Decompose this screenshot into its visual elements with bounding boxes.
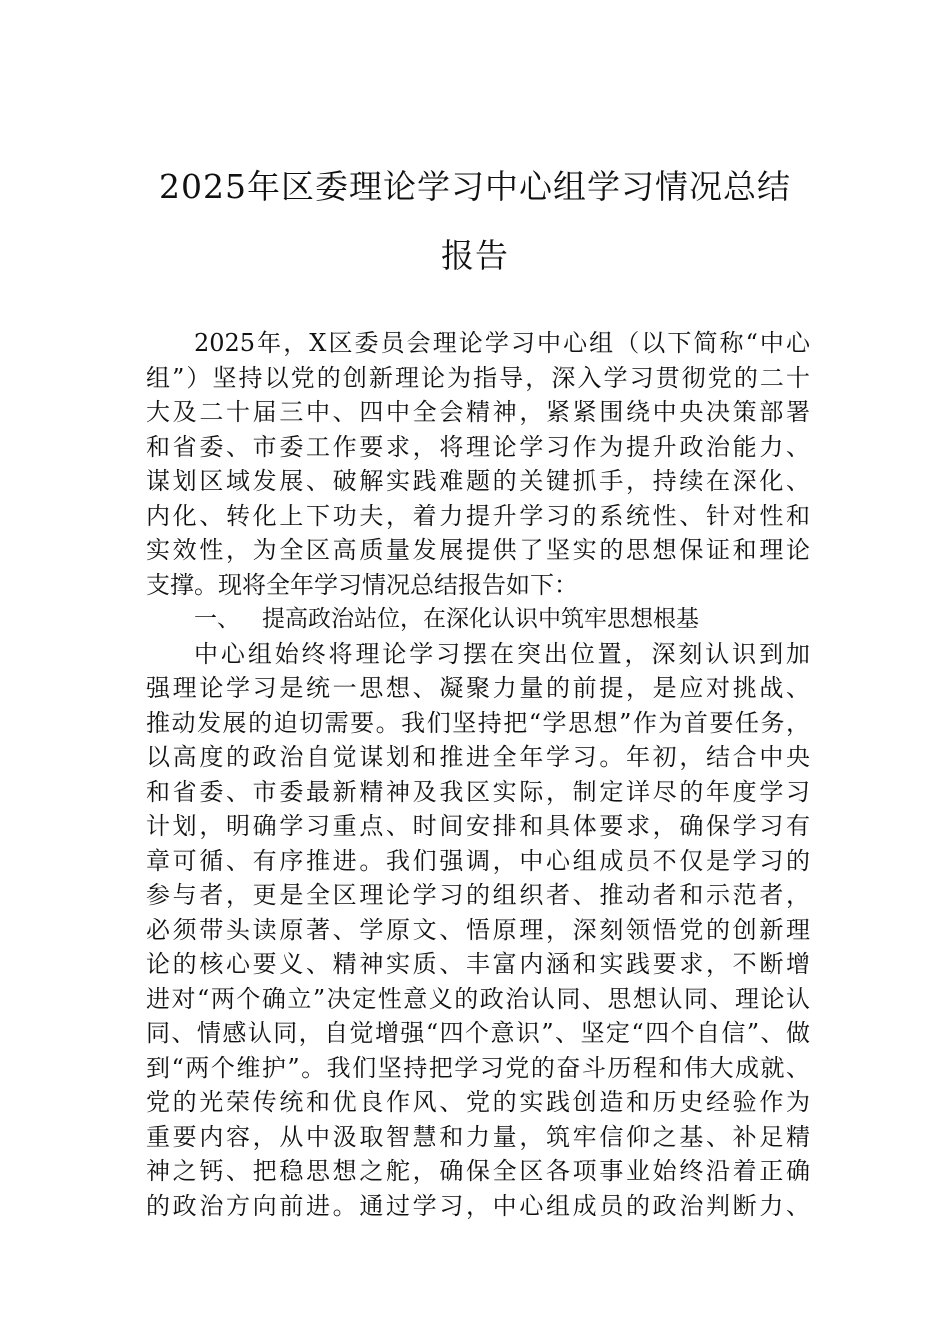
intro-line: 谋划区域发展、破解实践难题的关键抓手，持续在深化、: [146, 467, 810, 495]
intro-line: 内化、转化上下功夫，着力提升学习的系统性、针对性和: [146, 501, 810, 530]
section-line: 参与者，更是全区理论学习的组织者、推动者和示范者，: [146, 881, 810, 909]
section-line: 必须带头读原著、学原文、悟原理，深刻领悟党的创新理: [146, 915, 810, 944]
section-heading: [146, 602, 810, 637]
section-line: 进对“两个确立”决定性意义的政治认同、思想认同、理论认: [146, 984, 810, 1013]
section-line: 强理论学习是统一思想、凝聚力量的前提，是应对挑战、: [146, 674, 810, 702]
section-line: 神之钙、把稳思想之舵，确保全区各项事业始终沿着正确: [146, 1157, 810, 1185]
section-line: 同、情感认同，自觉增强“四个意识”、坚定“四个自信”、做: [146, 1019, 810, 1047]
section-line: 中心组始终将理论学习摆在突出位置，深刻认识到加: [194, 639, 810, 668]
intro-line: 大及二十届三中、四中全会精神，紧紧围绕中央决策部署: [146, 398, 810, 426]
section-number: 一、: [194, 606, 240, 632]
section-line: 论的核心要义、精神实质、丰富内涵和实践要求，不断增: [146, 950, 810, 978]
intro-line: 实效性，为全区高质量发展提供了坚实的思想保证和理论: [146, 536, 810, 564]
section-line: 以高度的政治自觉谋划和推进全年学习。年初，结合中央: [146, 743, 810, 771]
document-title-line-2: 报告: [441, 236, 509, 275]
section-title: 提高政治站位，在深化认识中筑牢思想根基: [262, 606, 699, 632]
intro-line: 组”）坚持以党的创新理论为指导，深入学习贯彻党的二十: [146, 363, 810, 392]
document-body: [146, 326, 810, 1223]
section-line: 重要内容，从中汲取智慧和力量，筑牢信仰之基、补足精: [146, 1122, 810, 1151]
section-line: 计划，明确学习重点、时间安排和具体要求，确保学习有: [146, 812, 810, 840]
section-line: 的政治方向前进。通过学习，中心组成员的政治判断力、: [146, 1191, 810, 1220]
intro-line: 和省委、市委工作要求，将理论学习作为提升政治能力、: [146, 432, 810, 461]
intro-line: 2025年，X区委员会理论学习中心组（以下简称“中心: [194, 329, 810, 357]
section-line: 和省委、市委最新精神及我区实际，制定详尽的年度学习: [146, 777, 810, 806]
section-line: 到“两个维护”。我们坚持把学习党的奋斗历程和伟大成就、: [146, 1053, 810, 1082]
section-line: 党的光荣传统和优良作风、党的实践创造和历史经验作为: [146, 1088, 810, 1116]
intro-line: 支撑。现将全年学习情况总结报告如下：: [146, 570, 578, 599]
section-line: 推动发展的迫切需要。我们坚持把“学思想”作为首要任务，: [146, 708, 810, 737]
document-title-line-1: 2025年区委理论学习中心组学习情况总结: [159, 167, 791, 206]
section-line: 章可循、有序推进。我们强调，中心组成员不仅是学习的: [146, 846, 810, 875]
